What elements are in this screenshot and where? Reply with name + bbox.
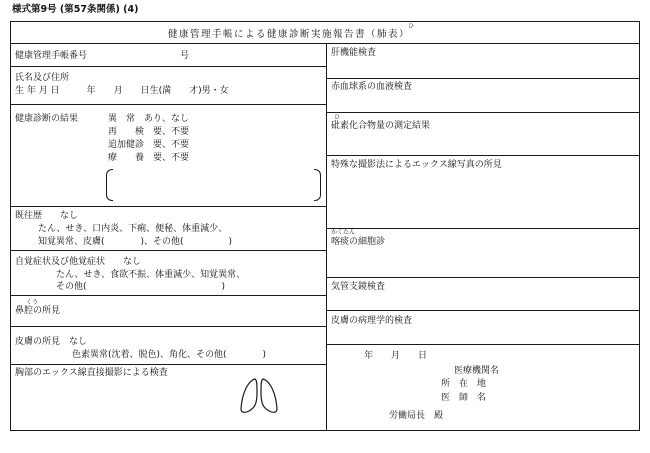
right-divider-2 (327, 112, 639, 113)
arsenic-measurement: 砒素化合物量の測定結果 (331, 121, 431, 131)
medical-history-line-2: 知覚異常、皮膚( )、その他( ) (38, 237, 233, 247)
right-divider-6 (327, 310, 639, 311)
lung-outline-icon (236, 375, 282, 417)
right-divider-3 (327, 155, 639, 156)
left-divider-1 (11, 66, 326, 67)
birth-date-line: 生 年 月 日 年 月 日生(満 才)男・女 (15, 86, 229, 96)
left-divider-6 (11, 326, 326, 327)
labor-bureau-addressee: 労働局長 殿 (389, 411, 444, 421)
sputum-cytology: 喀痰の細胞診 (331, 237, 386, 247)
skin-findings-label: 皮膚の所見 なし (15, 337, 88, 347)
left-divider-7 (11, 364, 326, 365)
location-label: 所 在 地 (441, 379, 487, 389)
symptoms-line-2: その他( ) (56, 282, 226, 292)
report-date: 年 月 日 (364, 351, 428, 361)
result-bracket-left (106, 169, 113, 201)
left-divider-4 (11, 250, 326, 251)
result-option-additional: 追加健診 要、不要 (108, 140, 190, 150)
skin-findings-line: 色素異常(沈着、脱色)、角化、その他( ) (72, 350, 267, 360)
form-number-label: 様式第9号 (第57条関係) (4) (12, 4, 139, 15)
red-blood-cell-test: 赤血球系の血液検査 (331, 82, 413, 92)
sputum-ruby: かくたん (331, 229, 356, 236)
name-address-label: 氏名及び住所 (15, 73, 70, 83)
chest-xray-label: 胸部のエックス線直接撮影による検査 (15, 368, 168, 378)
result-option-abnormal: 異 常 あり、なし (108, 114, 190, 124)
nasal-findings-label: 鼻腔の所見 (15, 306, 61, 316)
right-divider-1 (327, 78, 639, 79)
arsenic-ruby: ひ (334, 114, 341, 121)
symptoms-line-1: たん、せき、食欲不振、体重減少、知覚異常、 (56, 270, 246, 280)
skin-pathology: 皮膚の病理学的検査 (331, 316, 413, 326)
column-divider (326, 44, 327, 430)
handbook-number-suffix: 号 (180, 51, 190, 61)
doctor-name-label: 医 師 名 (441, 393, 487, 403)
nasal-ruby: くう (26, 299, 39, 306)
handbook-number-label: 健康管理手帳番号 (15, 51, 88, 61)
result-bracket-right (314, 169, 321, 201)
left-divider-2 (11, 104, 326, 105)
left-divider-3 (11, 206, 326, 207)
exam-result-label: 健康診断の結果 (15, 114, 79, 124)
symptoms-label: 自覚症状及び他覚症状 なし (15, 257, 142, 267)
special-xray-findings: 特殊な撮影法によるエックス線写真の所見 (331, 160, 502, 170)
title-divider (11, 43, 639, 44)
result-option-treatment: 療 養 要、不要 (108, 153, 190, 163)
liver-function-test: 肝機能検査 (331, 48, 377, 58)
title-ruby: ひ (408, 23, 415, 30)
medical-history-label: 既往歴 なし (15, 211, 79, 221)
form-title: 健康管理手帳による健康診断実施報告書（肺表） (168, 29, 411, 40)
bronchoscopy: 気管支鏡検査 (331, 282, 386, 292)
right-divider-5 (327, 277, 639, 278)
right-divider-4 (327, 228, 639, 229)
right-divider-7 (327, 344, 639, 345)
medical-history-line-1: たん、せき、口内炎、下痢、便秘、体重減少、 (38, 224, 228, 234)
result-option-reexam: 再 検 要、不要 (108, 127, 190, 137)
medical-institution-label: 医療機関名 (454, 366, 500, 376)
left-divider-5 (11, 295, 326, 296)
